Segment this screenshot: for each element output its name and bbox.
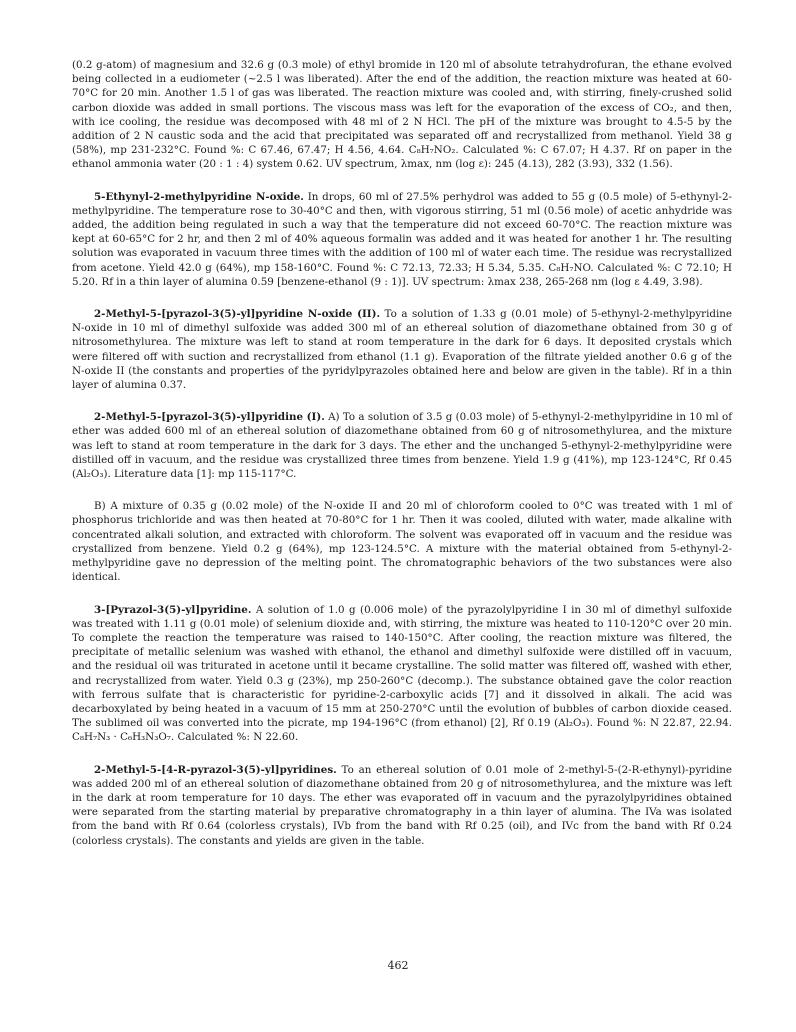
paragraph-ethynyl-methylpyridine-n-oxide: [72, 190, 732, 289]
paragraph-grignard-carboxylation: [72, 58, 732, 172]
paragraph-text: A) To a solution of 3.5 g (0.03 mole) of 5-ethynyl-2-methylpyridine in 10 ml of ether was added 600 ml of an ethereal solution of diazomethane obtained from 60 g of nitrosomethylurea, and the mixture was left to stand at room temperature in the dark for 3 days. The ether and the unchanged 5-ethynyl-2-methylpyridine were distilled off in vacuum, and the residue was crystallized three times from benzene. Yield 1.9 g (41%), mp 123-124°C, Rf 0.45 (Al₂O₃). Literature data [1]: mp 115-117°C.: [72, 411, 733, 481]
paragraph-text: In drops, 60 ml of 27.5% perhydrol was added to 55 g (0.5 mole) of 5-ethynyl-2-methylpyridine. The temperature rose to 30-40°C and then, with vigorous stirring, 51 ml (0.56 mole) of acetic anhydride was added, the addition being regulated in such a way that the temperature did not exceed 60-70°C. The reaction mixture was kept at 60-65°C for 2 hr, and then 2 ml of 40% aqueous formalin was added and it was heated for another 1 hr. The resulting solution was evaporated in vacuum three times with the addition of 100 ml of water each time. The residue was recrystallized from acetone. Yield 42.0 g (64%), mp 158-160°C. Found %: C 72.13, 72.33; H 5.34, 5.35. C₈H₇NO. Calculated %: C 72.10; H 5.20. Rf in a thin layer of alumina 0.59 [benzene-ethanol (9 : 1)]. UV spectrum: λmax 238, 265-268 nm (log ε 4.49, 3.98).: [72, 190, 732, 288]
paragraph-heading: 2-Methyl-5-[pyrazol-3(5)-yl]pyridine N-oxide (II).: [94, 308, 381, 321]
paragraph-pyrazolyl-pyridine: [72, 603, 732, 745]
paragraph-text: To a solution of 1.33 g (0.01 mole) of 5-ethynyl-2-methylpyridine N-oxide in 10 ml of dimethyl sulfoxide was added 300 ml of an ethereal solution of diazomethane obtained from 30 g of nitrosomethylurea. The mixture was left to stand at room temperature in the dark for 6 days. It deposited crystals which were filtered off with suction and recrystallized from ethanol (1.1 g). Evaporation of the filtrate yielded another 0.6 g of the N-oxide II (the constants and properties of the pyridylpyrazoles obtained here and below are given in the table). Rf in a thin layer of alumina 0.37.: [72, 308, 732, 392]
paragraph-text: To an ethereal solution of 0.01 mole of 2-methyl-5-(2-R-ethynyl)-pyridine was added 200 ml of an ethereal solution of diazomethane obtained from 20 g of nitrosomethylurea, and the mixture was left in the dark at room temperature for 10 days. The ether was evaporated off in vacuum and the pyrazolylpyridines obtained were separated from the starting material by preparative chromatography in a thin layer of alumina. The IVa was isolated from the band with Rf 0.64 (colorless crystals), IVb from the band with Rf 0.25 (oil), and IVc from the band with Rf 0.24 (colorless crystals). The constants and yields are given in the table.: [72, 763, 732, 847]
paragraph-text: A solution of 1.0 g (0.006 mole) of the pyrazolylpyridine I in 30 ml of dimethyl sulfoxide was treated with 1.11 g (0.01 mole) of selenium dioxide and, with stirring, the mixture was heated to 110-120°C over 20 min. To complete the reaction the temperature was raised to 140-150°C. After cooling, the reaction mixture was filtered, the precipitate of metallic selenium was washed with ethanol, the ethanol and dimethyl sulfoxide were distilled off in vacuum, and the residual oil was triturated in acetone until it became crystalline. The solid matter was filtered off, washed with ether, and recrystallized from water. Yield 0.3 g (23%), mp 250-260°C (decomp.). The substance obtained gave the color reaction with ferrous sulfate that is characteristic for pyridine-2-carboxylic acids [7] and it dissolved in alkali. The acid was decarboxylated by being heated in a vacuum of 15 mm at 250-270°C until the evolution of bubbles of carbon dioxide ceased. The sublimed oil was converted into the picrate, mp 194-196°C (from ethanol) [2], Rf 0.19 (Al₂O₃). Found %: N 22.87, 22.94. C₈H₇N₃ · C₆H₃N₃O₇. Calculated %: N 22.60.: [72, 603, 732, 744]
paragraph-pyrazolylpyridine-method-b: [72, 499, 732, 584]
paragraph-heading: 3-[Pyrazol-3(5)-yl]pyridine.: [94, 603, 252, 616]
paragraph-pyrazolylpyridine-n-oxide: [72, 307, 732, 392]
paragraph-text: (0.2 g-atom) of magnesium and 32.6 g (0.3 mole) of ethyl bromide in 120 ml of absolute tetrahydrofuran, the ethane evolved being collected in a eudiometer (~2.5 l was liberated). After the end of the addition, the reaction mixture was heated at 60-70°C for 20 min. Another 1.5 l of gas was liberated. The reaction mixture was cooled and, with stirring, finely-crushed solid carbon dioxide was added in small portions. The viscous mass was left for the evaporation of the excess of CO₂, and then, with ice cooling, the residue was decomposed with 48 ml of 2 N HCl. The pH of the mixture was brought to 4.5-5 by the addition of 2 N caustic soda and the acid that precipitated was separated off and recrystallized from methanol. Yield 38 g (58%), mp 231-232°C. Found %: C 67.46, 67.47; H 4.56, 4.64. C₈H₇NO₂. Calculated %: C 67.07; H 4.37. Rf on paper in the ethanol ammonia water (20 : 1 : 4) system 0.62. UV spectrum, λmax, nm (log ε): 245 (4.13), 282 (3.93), 332 (1.56).: [72, 59, 732, 171]
paragraph-heading: 5-Ethynyl-2-methylpyridine N-oxide.: [94, 190, 304, 203]
article-body: [72, 58, 732, 866]
paragraph-text: B) A mixture of 0.35 g (0.02 mole) of the N-oxide II and 20 ml of chloroform cooled to 0°C was treated with 1 ml of phosphorus trichloride and was then heated at 70-80°C for 1 hr. Then it was cooled, diluted with water, made alkaline with concentrated alkali solution, and extracted with chloroform. The solvent was evaporated off in vacuum and the residue was crystallized from benzene. Yield 0.2 g (64%), mp 123-124.5°C. A mixture with the material obtained from 5-ethynyl-2-methylpyridine gave no depression of the melting point. The chromatographic behaviors of the two substances were also identical.: [72, 500, 732, 584]
paragraph-pyrazolylpyridine-method-a: [72, 410, 732, 481]
paragraph-heading: 2-Methyl-5-[4-R-pyrazol-3(5)-yl]pyridines.: [94, 763, 337, 776]
page-number: 462: [387, 959, 409, 972]
paragraph-heading: 2-Methyl-5-[pyrazol-3(5)-yl]pyridine (I).: [94, 411, 325, 424]
paragraph-r-pyrazolyl-pyridines: [72, 763, 732, 848]
